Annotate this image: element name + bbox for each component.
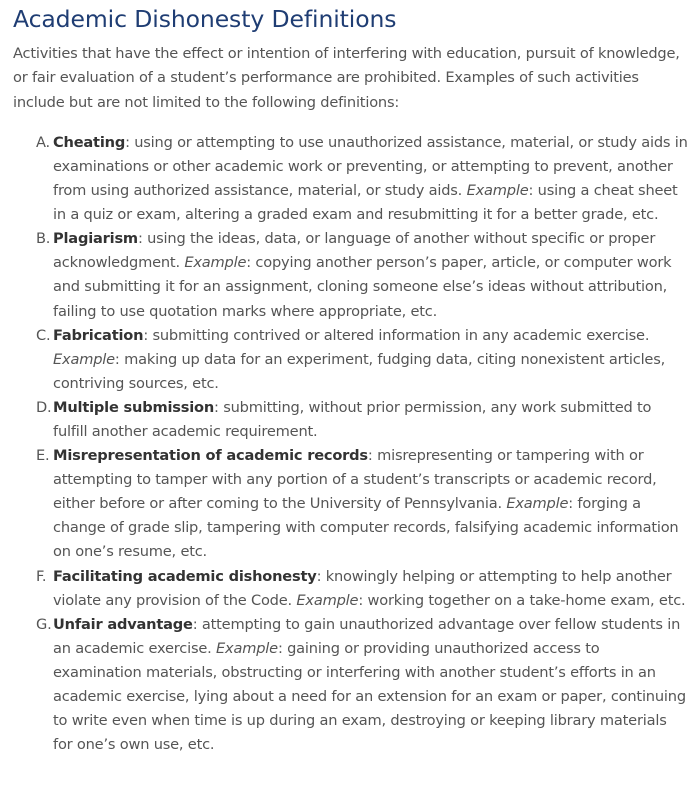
example-text: : working together on a take-home exam, etc. [358, 591, 686, 609]
definition-text: : submitting contrived or altered information in any academic exercise. [143, 326, 650, 344]
definition-text: : misrepresenting or tampering with or attempting to tamper with any portion of a student’s transcripts or academic record, either before or after coming to the University of Pennsylvania. [53, 447, 657, 513]
definition-item [36, 565, 688, 613]
definition-text: : using the ideas, data, or language of another without specific or proper acknowledgment. [53, 230, 656, 272]
example-label: Example [506, 495, 569, 513]
definition-term: Multiple submission [53, 398, 215, 416]
definition-text: : submitting, without prior permission, any work submitted to fulfill another academic requirement. [53, 398, 652, 441]
definition-term: Unfair advantage [53, 615, 193, 633]
list-marker: G. [36, 615, 52, 633]
page-title: Academic Dishonesty Definitions [13, 5, 397, 33]
list-marker: C. [36, 326, 51, 344]
definition-term: Cheating [53, 133, 126, 151]
example-label: Example [184, 254, 247, 272]
definition-term: Plagiarism [53, 230, 138, 248]
definition-item [36, 613, 688, 758]
definition-text: : attempting to gain unauthorized advantage over fellow students in an academic exercise. [53, 615, 681, 657]
example-text: : copying another person’s paper, article, or computer work and submitting it for an assignment, cloning someone else’s ideas without attribution, failing to use quotation marks where appropriate, etc. [53, 254, 672, 320]
intro-paragraph: Activities that have the effect or intention of interfering with education, pursuit of knowledge, or fair evaluation of a student’s performance are prohibited. Examples of such activities include but are not limited to the following definitions: [13, 45, 680, 111]
example-text: : making up data for an experiment, fudging data, citing nonexistent articles, contriving sources, etc. [53, 350, 666, 392]
definition-text: : using or attempting to use unauthorized assistance, material, or study aids in examinations or other academic work or preventing, or attempting to prevent, another from using authorized assistance, material, or study aids. [53, 133, 688, 200]
example-label: Example [53, 350, 115, 368]
definition-item [36, 324, 688, 396]
list-marker: B. [36, 230, 51, 248]
definition-term: Fabrication [53, 326, 144, 344]
list-marker: A. [36, 133, 50, 151]
definitions-list [13, 131, 688, 757]
example-text: : gaining or providing unauthorized access to examination materials, obstructing or interfering with another student’s efforts in an academic exercise, lying about a need for an extension for an exam or paper, continuing to write even when time is up during an exam, destroying or keeping library materials for one’s own use, etc. [53, 639, 686, 754]
definition-term: Misrepresentation of academic records [53, 447, 368, 465]
example-text: : using a cheat sheet in a quiz or exam, altering a graded exam and resubmitting it for a better grade, etc. [53, 182, 678, 224]
example-label: Example [296, 591, 359, 609]
definition-item [36, 396, 688, 444]
list-marker: D. [36, 398, 52, 416]
definition-item [36, 227, 688, 323]
example-label: Example [216, 639, 278, 657]
definition-text: : knowingly helping or attempting to help another violate any provision of the Code. [53, 567, 672, 609]
definition-term: Facilitating academic dishonesty [53, 567, 317, 585]
definition-item [36, 131, 688, 227]
example-text: : forging a change of grade slip, tampering with computer records, falsifying academic information on one’s resume, etc. [53, 495, 679, 561]
list-marker: F. [36, 567, 47, 585]
list-marker: E. [36, 447, 50, 465]
example-label: Example [466, 182, 529, 200]
definition-item [36, 444, 688, 564]
